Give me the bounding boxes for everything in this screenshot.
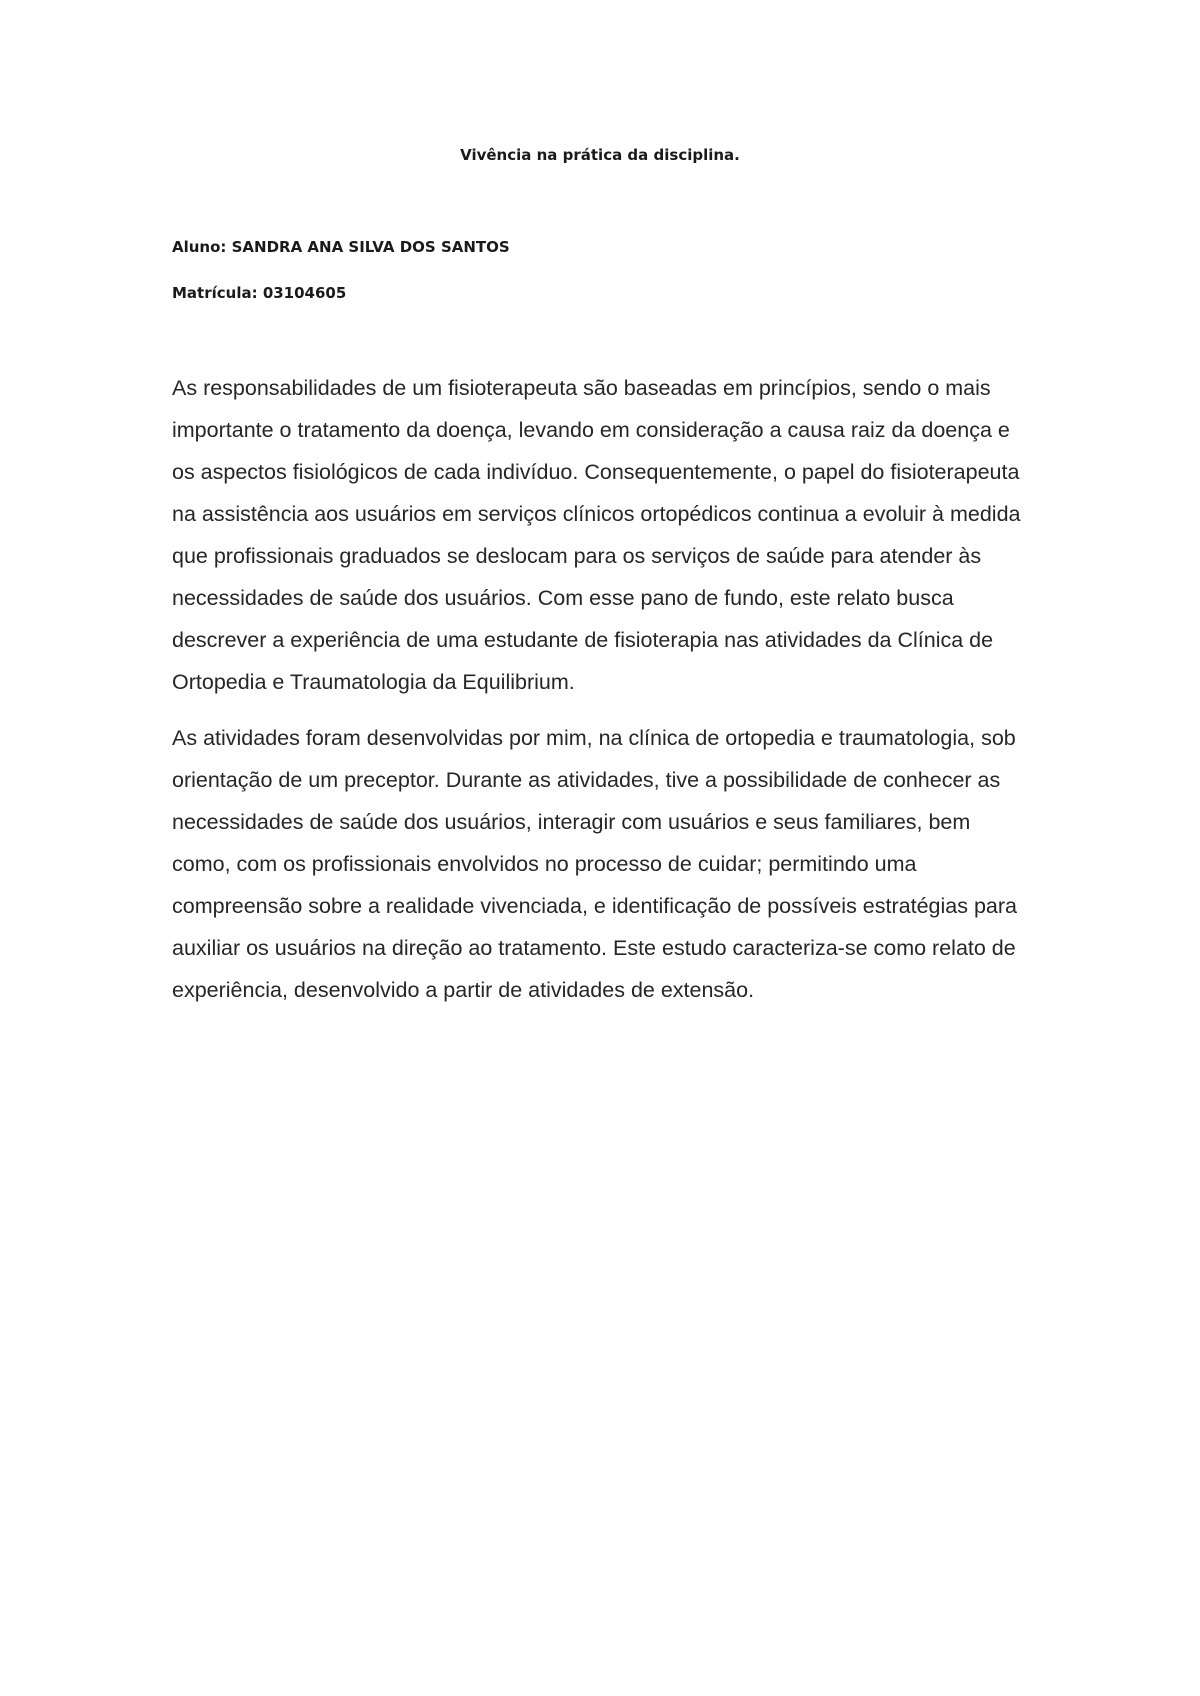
paragraph-activities: As atividades foram desenvolvidas por mim, na clínica de ortopedia e traumatologia, sob orientação de um preceptor. Durante as atividades, tive a possibilidade de conhecer as necessidades de saúde dos usuários, interagir com usuários e seus familiares, bem como, com os profissionais envolvidos no processo de cuidar; permitindo uma compreensão sobre a realidade vivenciada, e identificação de possíveis estratégias para auxiliar os usuários na direção ao tratamento. Este estudo caracteriza-se como relato de experiência, desenvolvido a partir de atividades de extensão.: [172, 726, 1017, 1002]
document-title: Vivência na prática da disciplina.: [460, 146, 740, 164]
paragraph-responsibilities: As responsabilidades de um fisioterapeuta são baseadas em princípios, sendo o mais importante o tratamento da doença, levando em consideração a causa raiz da doença e os aspectos fisiológicos de cada indivíduo. Consequentemente, o papel do fisioterapeuta na assistência aos usuários em serviços clínicos ortopédicos continua a evoluir à medida que profissionais graduados se deslocam para os serviços de saúde para atender às necessidades de saúde dos usuários. Com esse pano de fundo, este relato busca descrever a experiência de uma estudante de fisioterapia nas atividades da Clínica de Ortopedia e Traumatologia da Equilibrium.: [172, 376, 1021, 694]
document-body: [172, 367, 1032, 1025]
enrollment-number: Matrícula: 03104605: [172, 284, 347, 302]
student-name: Aluno: SANDRA ANA SILVA DOS SANTOS: [172, 238, 510, 256]
